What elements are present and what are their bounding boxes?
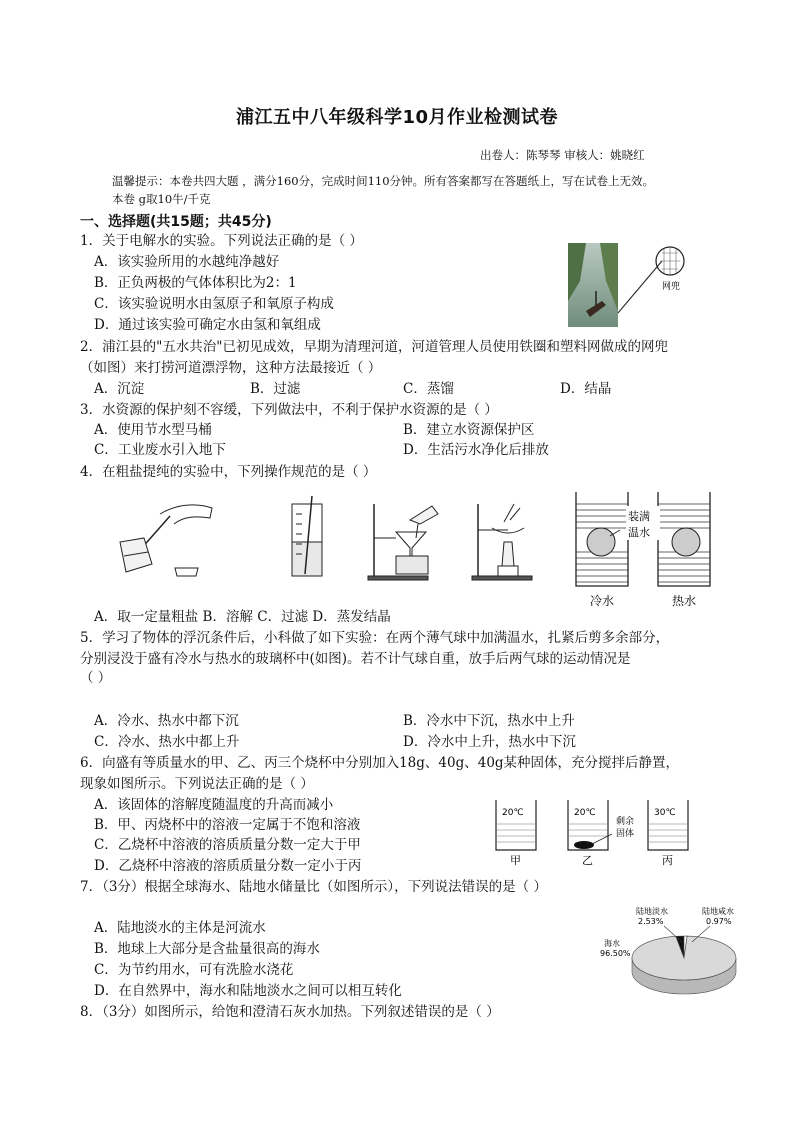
pie-label-fresh-value: 2.53% [638, 917, 664, 926]
pie-label-sea-name: 海水 [604, 939, 620, 948]
label-yi: 乙 [582, 854, 593, 867]
hot-water-label: 热水 [672, 594, 697, 608]
label-jia: 甲 [510, 854, 521, 867]
dissolve-figure [292, 496, 322, 576]
q5-option-a: A．冷水、热水中都下沉 [94, 713, 239, 729]
filter-figure [368, 504, 438, 580]
tips [112, 172, 654, 208]
question-5-stem-1: 5．学习了物体的浮沉条件后，小科做了如下实验：在两个薄气球中加满温水，扎紧后剪多余部分， [80, 630, 670, 646]
label-bing: 丙 [662, 854, 673, 867]
q1-option-b: B．正负两极的气体体积比为2：1 [94, 275, 297, 291]
page-title: 浦江五中八年级科学10月作业检测试卷 [235, 107, 559, 128]
q5-option-d: D．冷水中上升，热水中下沉 [403, 734, 576, 750]
q3-option-c: C．工业废水引入地下 [94, 442, 226, 458]
hot-balloon [672, 528, 700, 556]
q5-option-c: C．冷水、热水中都上升 [94, 734, 240, 750]
residue-label-2: 固体 [616, 829, 635, 839]
question-3-stem: 3．水资源的保护刻不容缓，下列做法中，不利于保护水资源的是（ ） [80, 402, 498, 418]
tip-line-1: 温馨提示：本卷共四大题 ，满分160分，完成时间110分钟。所有答案都写在答题纸上，写在试卷上无效。 [112, 174, 655, 188]
cold-water-label: 冷水 [590, 594, 615, 608]
q7-option-b: B．地球上大部分是含盐量很高的海水 [94, 941, 320, 957]
take-salt-figure [120, 505, 212, 576]
question-7-stem: 7．（3分）根据全球海水、陆地水储量比（如图所示），下列说法错误的是（ ） [80, 879, 547, 895]
pie-label-salt-value: 0.97% [706, 917, 732, 926]
q2-option-b: B．过滤 [250, 381, 301, 397]
q2-option-a: A．沉淀 [94, 381, 145, 397]
net-label: 网兜 [662, 282, 681, 292]
question-6-stem-1: 6．向盛有等质量水的甲、乙、丙三个烧杯中分别加入18g、40g、40g某种固体，充分搅拌后静置， [80, 755, 680, 771]
question-2-stem-1: 2．浦江县的"五水共治"已初见成效，早期为清理河道，河道管理人员使用铁圈和塑料网做成的网兜 [80, 339, 669, 355]
question-4-stem: 4．在粗盐提纯的实验中，下列操作规范的是（ ） [80, 464, 377, 480]
temp-bing: 30℃ [654, 808, 676, 818]
river-net-figure [566, 241, 690, 329]
tip-line-2: 本卷 g取10牛/千克 [112, 192, 211, 206]
q1-option-d: D．通过该实验可确定水由氢和氧组成 [94, 317, 321, 333]
evaporate-figure [472, 504, 532, 580]
q6-option-c: C．乙烧杯中溶液的溶质质量分数一定大于甲 [94, 837, 361, 853]
q3-option-a: A．使用节水型马桶 [94, 422, 212, 438]
residue-solid [574, 841, 594, 849]
q7-option-a: A．陆地淡水的主体是河流水 [94, 920, 266, 936]
temp-jia: 20℃ [502, 808, 524, 818]
pie-label-sea-value: 96.50% [600, 949, 631, 958]
q3-option-b: B．建立水资源保护区 [403, 422, 535, 438]
fig-label-warm: 温水 [628, 526, 650, 539]
pie-label-fresh-name: 陆地淡水 [636, 907, 668, 916]
q1-option-c: C．该实验说明水由氢原子和氧原子构成 [94, 296, 334, 312]
fig-label-full: 装满 [628, 510, 650, 523]
balloon-beakers-figure [568, 490, 716, 614]
q6-option-b: B．甲、丙烧杯中的溶液一定属于不饱和溶液 [94, 817, 361, 833]
solubility-beakers-figure [492, 794, 718, 868]
water-reserve-pie-chart [598, 902, 748, 1000]
question-5-stem-2: 分别浸没于盛有冷水与热水的玻璃杯中(如图)。若不计气球自重，放手后两气球的运动情况是 [80, 651, 631, 667]
q6-option-d: D．乙烧杯中溶液的溶质质量分数一定小于丙 [94, 858, 362, 874]
q6-option-a: A．该固体的溶解度随温度的升高而减小 [94, 797, 334, 813]
q2-option-d: D．结晶 [560, 381, 612, 397]
cold-balloon [587, 528, 615, 556]
pie-label-salt-name: 陆地咸水 [702, 907, 734, 916]
q4-options: A．取一定量粗盐 B．溶解 C．过滤 D．蒸发结晶 [94, 609, 391, 625]
residue-label-1: 剩余 [616, 817, 635, 827]
question-1-stem: 1．关于电解水的实验。下列说法正确的是（ ） [80, 233, 363, 249]
question-8-stem: 8．（3分）如图所示，给饱和澄清石灰水加热。下列叙述错误的是（ ） [80, 1004, 500, 1020]
question-6-stem-2: 现象如图所示。下列说法正确的是（ ） [80, 776, 314, 792]
temp-yi: 20℃ [574, 808, 596, 818]
q2-option-c: C．蒸馏 [403, 381, 454, 397]
q1-option-a: A．该实验所用的水越纯净越好 [94, 254, 280, 270]
question-2-stem-2: （如图）来打捞河道漂浮物，这种方法最接近（ ） [80, 360, 382, 376]
q4-figures [100, 494, 540, 582]
q3-option-d: D．生活污水净化后排放 [403, 442, 549, 458]
q7-option-c: C．为节约用水，可有洗脸水浇花 [94, 962, 294, 978]
question-5-stem-3: （ ） [80, 670, 112, 686]
q5-option-b: B．冷水中下沉，热水中上升 [403, 713, 575, 729]
authors: 出卷人：陈琴琴 审核人：姚晓红 [480, 148, 645, 162]
section-title: 一、选择题(共15题；共45分) [80, 214, 272, 230]
q7-option-d: D．在自然界中，海水和陆地淡水之间可以相互转化 [94, 983, 402, 999]
